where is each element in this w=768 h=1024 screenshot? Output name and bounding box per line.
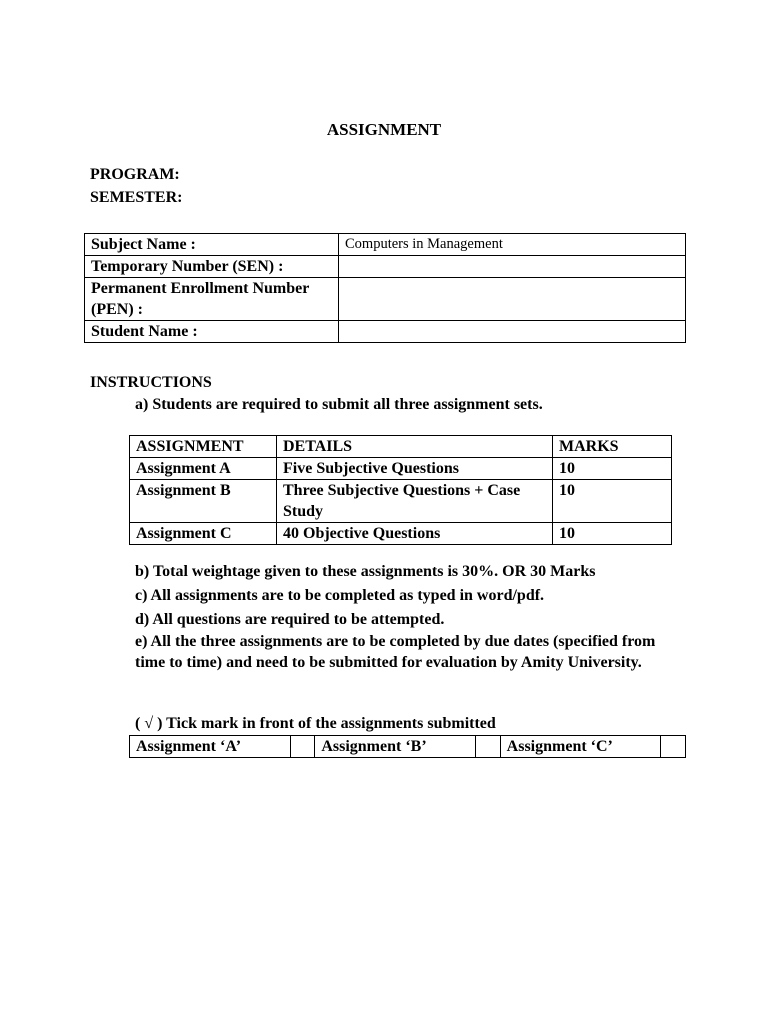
- table-cell: Assignment C: [130, 523, 277, 545]
- info-row-pen: [85, 278, 686, 321]
- info-label: Subject Name :: [85, 234, 339, 256]
- table-cell: 10: [553, 523, 672, 545]
- table-cell: Three Subjective Questions + Case Study: [277, 480, 553, 523]
- program-label: PROGRAM:: [90, 166, 180, 183]
- table-cell: 10: [553, 480, 672, 523]
- info-row-sen: [85, 256, 686, 278]
- tick-mark-heading: ( √ ) Tick mark in front of the assignments submitted: [135, 715, 496, 732]
- header-cell: ASSIGNMENT: [130, 436, 277, 458]
- table-cell: 40 Objective Questions: [277, 523, 553, 545]
- info-value: [339, 321, 686, 343]
- tick-label-b: Assignment ‘B’: [315, 736, 476, 758]
- tick-label-c: Assignment ‘C’: [500, 736, 661, 758]
- table-row: [130, 523, 672, 545]
- info-value: [339, 256, 686, 278]
- table-header-row: [130, 436, 672, 458]
- info-label: Student Name :: [85, 321, 339, 343]
- instruction-b: b) Total weightage given to these assignments is 30%. OR 30 Marks: [135, 563, 596, 580]
- header-cell: DETAILS: [277, 436, 553, 458]
- submission-tick-table: [129, 735, 686, 758]
- info-row-student-name: [85, 321, 686, 343]
- tick-box-c[interactable]: [661, 736, 686, 758]
- table-cell: Five Subjective Questions: [277, 458, 553, 480]
- info-value: Computers in Management: [339, 234, 686, 256]
- instructions-heading: INSTRUCTIONS: [90, 374, 212, 391]
- tick-row: [130, 736, 686, 758]
- table-row: [130, 458, 672, 480]
- table-cell: Assignment B: [130, 480, 277, 523]
- assignment-table: [129, 435, 672, 545]
- instruction-d: d) All questions are required to be attempted.: [135, 611, 445, 628]
- info-row-subject: [85, 234, 686, 256]
- info-label: Temporary Number (SEN) :: [85, 256, 339, 278]
- instruction-c: c) All assignments are to be completed as typed in word/pdf.: [135, 587, 545, 604]
- table-cell: Assignment A: [130, 458, 277, 480]
- student-info-table: [84, 233, 686, 343]
- header-cell: MARKS: [553, 436, 672, 458]
- tick-box-a[interactable]: [290, 736, 315, 758]
- table-cell: 10: [553, 458, 672, 480]
- instruction-e: e) All the three assignments are to be completed by due dates (specified from time to time) and need to be submitted for evaluation by Amity University.: [135, 633, 656, 671]
- table-row: [130, 480, 672, 523]
- info-value: [339, 278, 686, 321]
- semester-label: SEMESTER:: [90, 189, 183, 206]
- document-title: ASSIGNMENT: [326, 120, 442, 139]
- instruction-a: a) Students are required to submit all three assignment sets.: [135, 396, 543, 413]
- tick-box-b[interactable]: [475, 736, 500, 758]
- info-label: Permanent Enrollment Number (PEN) :: [85, 278, 339, 321]
- tick-label-a: Assignment ‘A’: [130, 736, 291, 758]
